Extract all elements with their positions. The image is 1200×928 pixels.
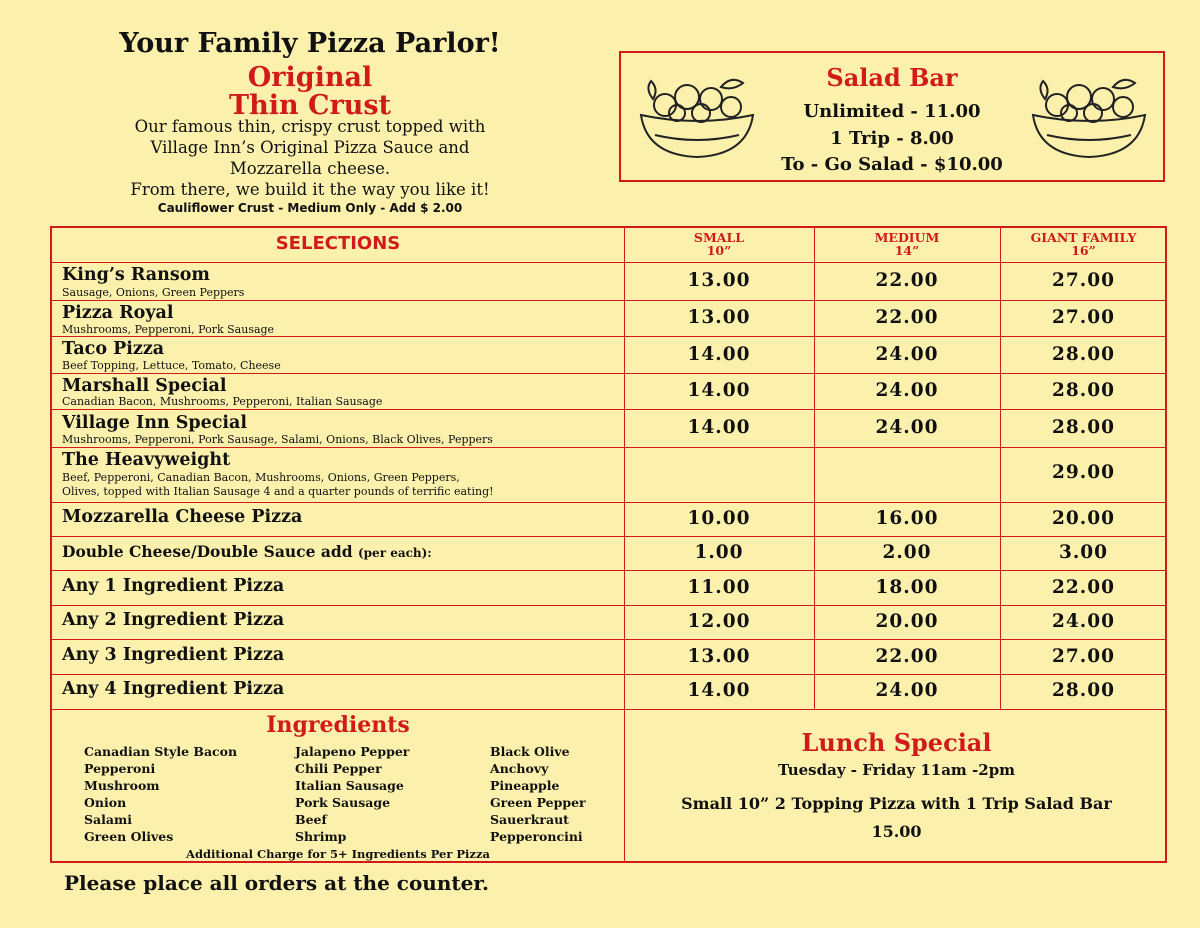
price-medium: 22.00 — [875, 646, 939, 667]
pizza-name: Marshall Special — [62, 376, 227, 396]
price-medium: 2.00 — [882, 542, 932, 563]
ingredient-item: Green Pepper — [490, 795, 586, 810]
price-medium: 22.00 — [875, 270, 939, 291]
price-medium: 20.00 — [875, 611, 939, 632]
pizza-name: Any 2 Ingredient Pizza — [62, 610, 285, 630]
price-giant: 27.00 — [1052, 646, 1115, 667]
ingredient-item: Italian Sausage — [295, 778, 404, 793]
row-divider — [52, 674, 1165, 675]
addon-label: Double Cheese/Double Sauce add — [62, 542, 353, 561]
price-medium: 24.00 — [875, 380, 939, 401]
ingredient-item: Shrimp — [295, 829, 347, 844]
lunch-special-price: 15.00 — [871, 822, 922, 841]
pizza-description: Sausage, Onions, Green Peppers — [62, 286, 245, 299]
selections-header: SELECTIONS — [275, 233, 401, 254]
size-inch: 14” — [894, 243, 920, 258]
ingredient-item: Black Olive — [490, 744, 570, 759]
salad-bar-title: Salad Bar — [826, 63, 958, 92]
price-small: 1.00 — [694, 542, 744, 563]
row-divider — [52, 373, 1165, 374]
ingredient-item: Jalapeno Pepper — [295, 744, 410, 759]
pizza-name: King’s Ransom — [62, 265, 210, 285]
size-name: MEDIUM — [874, 230, 940, 245]
pizza-name: Any 1 Ingredient Pizza — [62, 576, 285, 596]
ingredient-item: Anchovy — [490, 761, 549, 776]
row-divider — [52, 262, 1165, 263]
row-divider — [52, 336, 1165, 337]
price-small: 11.00 — [687, 577, 751, 598]
pizza-name: Any 4 Ingredient Pizza — [62, 679, 285, 699]
price-small: 14.00 — [687, 417, 751, 438]
pizza-name — [62, 542, 432, 561]
size-name: SMALL — [693, 230, 745, 245]
ingredient-item: Canadian Style Bacon — [84, 744, 238, 759]
lunch-special-title: Lunch Special — [801, 728, 992, 757]
row-divider — [52, 709, 1165, 710]
price-giant: 28.00 — [1052, 344, 1115, 365]
crust-desc-line: From there, we build it the way you like it! — [130, 180, 490, 199]
price-giant: 28.00 — [1052, 417, 1115, 438]
price-medium: 16.00 — [875, 508, 939, 529]
parlor-tagline: Your Family Pizza Parlor! — [119, 28, 501, 59]
crust-desc-line: Our famous thin, crispy crust topped with — [134, 117, 486, 136]
row-divider — [52, 639, 1165, 640]
price-small: 14.00 — [687, 344, 751, 365]
crust-title-line-2: Thin Crust — [228, 90, 392, 121]
price-giant: 27.00 — [1052, 270, 1115, 291]
size-inch: 16” — [1071, 243, 1096, 258]
pizza-name: Village Inn Special — [62, 413, 248, 433]
pizza-name: Mozzarella Cheese Pizza — [62, 507, 303, 527]
price-small: 10.00 — [687, 508, 751, 529]
price-small: 13.00 — [687, 307, 751, 328]
row-divider — [52, 447, 1165, 448]
pizza-description: Mushrooms, Pepperoni, Pork Sausage, Salami, Onions, Black Olives, Peppers — [62, 433, 493, 446]
ingredient-item: Salami — [84, 812, 132, 827]
ingredient-item: Mushroom — [84, 778, 160, 793]
row-divider — [52, 570, 1165, 571]
price-medium: 24.00 — [875, 417, 939, 438]
price-medium: 24.00 — [875, 680, 939, 701]
pizza-name: Taco Pizza — [62, 339, 165, 359]
price-small: 14.00 — [687, 680, 751, 701]
ingredient-item: Green Olives — [84, 829, 174, 844]
price-giant: 29.00 — [1052, 462, 1115, 483]
column-divider — [814, 228, 815, 709]
price-giant: 3.00 — [1058, 542, 1109, 563]
price-giant: 28.00 — [1052, 680, 1115, 701]
ingredients-column-3 — [490, 743, 586, 845]
pizza-name: Any 3 Ingredient Pizza — [62, 645, 285, 665]
ingredient-item: Sauerkraut — [490, 812, 569, 827]
row-divider — [52, 536, 1165, 537]
footer-note: Please place all orders at the counter. — [64, 871, 489, 895]
ingredient-item: Pineapple — [490, 778, 560, 793]
pizza-description: Canadian Bacon, Mushrooms, Pepperoni, Italian Sausage — [62, 395, 383, 408]
lunch-special-days: Tuesday - Friday 11am -2pm — [777, 761, 1016, 779]
row-divider — [52, 300, 1165, 301]
crust-title-line-1: Original — [247, 62, 373, 93]
ingredient-item: Pork Sausage — [295, 795, 391, 810]
ingredient-item: Beef — [295, 812, 327, 827]
crust-description — [60, 116, 560, 200]
ingredients-column-1 — [84, 743, 237, 845]
cauliflower-note: Cauliflower Crust - Medium Only - Add $ 2.00 — [157, 201, 463, 215]
size-name: GIANT FAMILY — [1030, 230, 1137, 245]
salad-price-unlimited: Unlimited - 11.00 — [803, 101, 981, 122]
price-small: 14.00 — [687, 380, 751, 401]
size-header-medium — [814, 231, 1000, 257]
crust-title — [60, 64, 560, 120]
row-divider — [52, 605, 1165, 606]
size-inch: 10” — [706, 243, 732, 258]
price-giant: 27.00 — [1052, 307, 1115, 328]
pizza-name: The Heavyweight — [62, 450, 231, 470]
row-divider — [52, 409, 1165, 410]
price-giant: 28.00 — [1052, 380, 1115, 401]
ingredients-column-2 — [295, 743, 409, 845]
pizza-description: Olives, topped with Italian Sausage 4 and a quarter pounds of terrific eating! — [62, 485, 494, 498]
menu-table — [50, 226, 1167, 863]
addon-note: (per each): — [357, 546, 432, 560]
price-small: 12.00 — [687, 611, 751, 632]
pizza-description: Beef, Pepperoni, Canadian Bacon, Mushrooms, Onions, Green Peppers, — [62, 471, 460, 484]
salad-price-one-trip: 1 Trip - 8.00 — [830, 128, 954, 149]
ingredients-title: Ingredients — [266, 712, 410, 738]
ingredient-item: Pepperoni — [84, 761, 156, 776]
ingredient-item: Chili Pepper — [295, 761, 382, 776]
salad-bowl-icon — [1027, 65, 1151, 165]
price-small: 13.00 — [687, 270, 751, 291]
price-medium: 24.00 — [875, 344, 939, 365]
crust-desc-line: Village Inn’s Original Pizza Sauce and — [150, 138, 470, 157]
price-giant: 22.00 — [1052, 577, 1115, 598]
salad-price-to-go: To - Go Salad - $10.00 — [781, 154, 1003, 175]
price-medium: 22.00 — [875, 307, 939, 328]
size-header-giant — [1000, 231, 1167, 257]
price-medium: 18.00 — [875, 577, 939, 598]
lunch-special-deal: Small 10” 2 Topping Pizza with 1 Trip Salad Bar — [681, 794, 1112, 813]
row-divider — [52, 502, 1165, 503]
price-giant: 20.00 — [1052, 508, 1115, 529]
price-small: 13.00 — [687, 646, 751, 667]
ingredient-item: Pepperoncini — [490, 829, 583, 844]
pizza-description: Mushrooms, Pepperoni, Pork Sausage — [62, 323, 275, 336]
ingredients-note: Additional Charge for 5+ Ingredients Per Pizza — [186, 847, 490, 861]
ingredient-item: Onion — [84, 795, 127, 810]
size-header-small — [624, 231, 814, 257]
price-giant: 24.00 — [1052, 611, 1115, 632]
pizza-name: Pizza Royal — [62, 303, 174, 323]
salad-bar-box — [619, 51, 1165, 182]
pizza-description: Beef Topping, Lettuce, Tomato, Cheese — [62, 359, 281, 372]
crust-desc-line: Mozzarella cheese. — [229, 159, 391, 178]
